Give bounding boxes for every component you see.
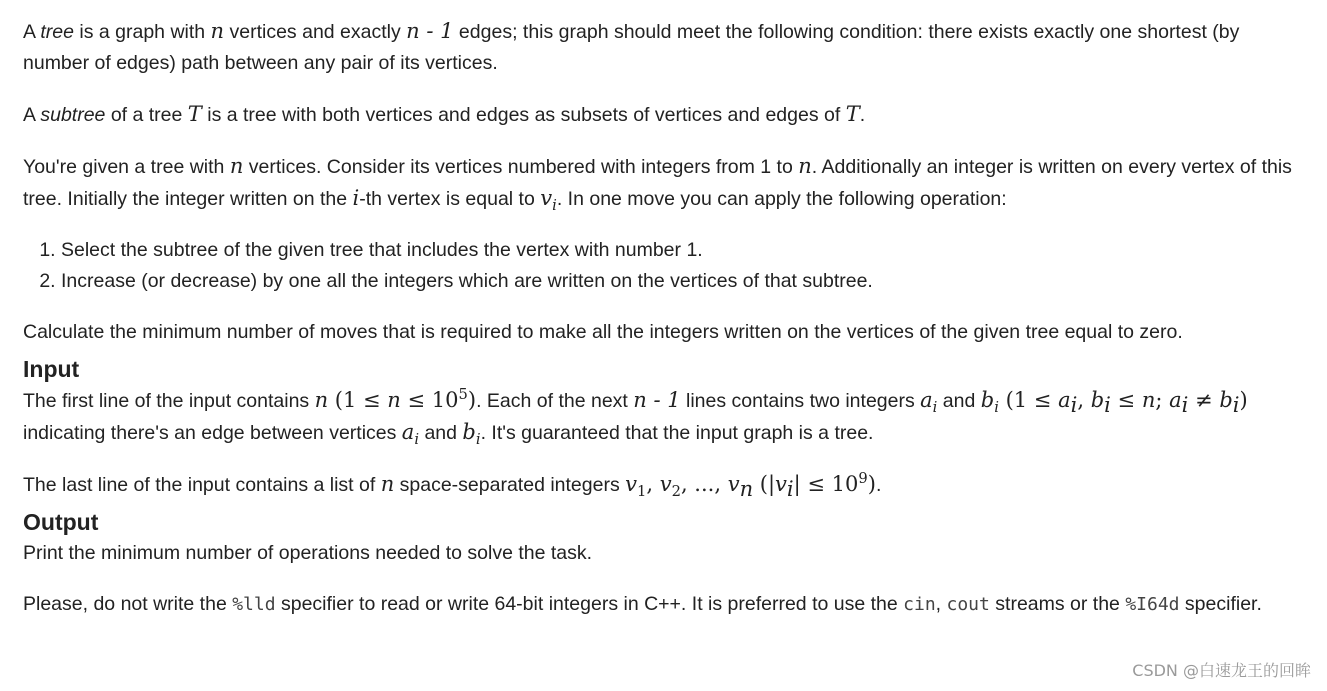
text: . It's guaranteed that the input graph is a tree. bbox=[480, 422, 874, 444]
math-subscript: n bbox=[739, 477, 754, 502]
math-a: a bbox=[1169, 388, 1182, 412]
code-cout: cout bbox=[946, 594, 990, 615]
math-i: i bbox=[352, 186, 360, 210]
text: . bbox=[875, 474, 882, 496]
math-text: ≤ bbox=[1110, 388, 1142, 412]
math-b: b bbox=[1090, 388, 1105, 412]
text: -th vertex is equal to bbox=[359, 188, 541, 210]
text: of a tree bbox=[105, 104, 188, 126]
text: vertices and exactly bbox=[224, 21, 407, 43]
text: A bbox=[23, 104, 41, 126]
math-text: | ≤ 10 bbox=[793, 472, 859, 496]
math-b-i bbox=[462, 420, 481, 449]
output-paragraph: Print the minimum number of operations needed to solve the task. bbox=[23, 542, 593, 564]
math-n: n bbox=[229, 154, 244, 178]
text: Please, do not write the bbox=[23, 593, 233, 615]
math-constraint-ab bbox=[998, 388, 1248, 418]
text: specifier to read or write 64-bit integers in C++. It is preferred to use the bbox=[275, 593, 904, 615]
text: streams or the bbox=[989, 593, 1126, 615]
math-a: a bbox=[920, 388, 933, 412]
math-v: v bbox=[659, 472, 672, 496]
math-text: (1 ≤ bbox=[998, 388, 1059, 412]
text: You're given a tree with bbox=[23, 156, 230, 178]
math-v: v bbox=[775, 472, 787, 496]
text: , bbox=[935, 593, 947, 615]
text: . Each of the next bbox=[476, 390, 634, 412]
math-b: b bbox=[1219, 388, 1233, 412]
math-b-i bbox=[980, 388, 999, 417]
text: space-separated integers bbox=[394, 474, 626, 496]
math-subscript: i bbox=[786, 477, 794, 502]
output-section-title: Output bbox=[23, 509, 99, 535]
code-cin: cin bbox=[903, 594, 936, 615]
list-item: 1. Select the subtree of the given tree that includes the vertex with number 1. bbox=[61, 235, 1308, 266]
statement-paragraph-subtree-definition bbox=[23, 99, 1308, 131]
math-subscript: i bbox=[1181, 393, 1189, 418]
math-superscript: 5 bbox=[458, 386, 468, 403]
math-a-i bbox=[401, 420, 420, 449]
text: . bbox=[859, 104, 866, 126]
text: . In one move you can apply the following operation: bbox=[556, 188, 1007, 210]
math-subscript: i bbox=[1104, 393, 1111, 418]
problem-statement bbox=[23, 16, 1308, 620]
code-lld: %lld bbox=[232, 594, 276, 615]
math-T: T bbox=[845, 102, 860, 126]
math-v-i bbox=[540, 186, 557, 215]
text: . Additionally an integer is written on every vertex of this tree. Initially the integer written on the bbox=[23, 156, 1292, 210]
math-text: , ..., bbox=[680, 472, 728, 496]
text: lines contains two integers bbox=[680, 390, 921, 412]
math-n: n bbox=[380, 472, 395, 496]
math-superscript: 9 bbox=[858, 470, 868, 487]
statement-paragraph-tree-definition bbox=[23, 16, 1308, 79]
operation-list bbox=[23, 235, 1308, 297]
math-n: n bbox=[387, 388, 401, 412]
text: The first line of the input contains bbox=[23, 390, 315, 412]
math-subscript: 1 bbox=[637, 483, 647, 501]
math-subscript: i bbox=[932, 399, 938, 417]
math-values-list bbox=[625, 470, 876, 502]
math-subscript: i bbox=[1070, 393, 1078, 418]
text: and bbox=[419, 422, 463, 444]
math-v: v bbox=[625, 472, 637, 496]
math-subscript: i bbox=[994, 399, 999, 417]
code-i64d: %I64d bbox=[1125, 594, 1180, 615]
math-constraint-n bbox=[328, 388, 476, 412]
math-n: n bbox=[314, 388, 329, 412]
input-section-title: Input bbox=[23, 356, 80, 382]
input-paragraph-values bbox=[23, 469, 1308, 501]
text: and bbox=[937, 390, 981, 412]
text: A bbox=[23, 21, 41, 43]
math-text: ; bbox=[1155, 388, 1170, 412]
math-text: ) bbox=[867, 472, 876, 496]
math-a-i bbox=[920, 388, 938, 417]
math-text: , bbox=[1077, 388, 1091, 412]
math-n: n bbox=[1141, 388, 1156, 412]
math-subscript: i bbox=[552, 197, 557, 215]
math-text: (| bbox=[753, 472, 776, 496]
math-n-minus-1: n - 1 bbox=[633, 388, 681, 412]
math-a: a bbox=[401, 420, 415, 444]
text: The last line of the input contains a list of bbox=[23, 474, 381, 496]
statement-paragraph-task: Calculate the minimum number of moves that is required to make all the integers written on the vertices of the given tree equal to zero. bbox=[23, 321, 1183, 343]
math-text: ≤ 10 bbox=[400, 388, 459, 412]
math-n-minus-1: n - 1 bbox=[406, 19, 454, 43]
math-n: n bbox=[210, 19, 225, 43]
math-text: ) bbox=[1239, 388, 1248, 412]
math-n: n bbox=[798, 154, 812, 178]
text: specifier. bbox=[1179, 593, 1262, 615]
text: indicating there's an edge between vertices bbox=[23, 422, 402, 444]
math-b: b bbox=[462, 420, 476, 444]
csdn-watermark: CSDN @白速龙王的回眸 bbox=[1132, 661, 1311, 680]
text: is a tree with both vertices and edges as subsets of vertices and edges of bbox=[201, 104, 846, 126]
math-text: ) bbox=[467, 388, 477, 412]
math-T: T bbox=[187, 102, 202, 126]
statement-paragraph-given-tree bbox=[23, 151, 1308, 215]
list-item: 2. Increase (or decrease) by one all the integers which are written on the vertices of that subtree. bbox=[61, 266, 1308, 297]
math-text: ≠ bbox=[1188, 388, 1220, 412]
math-b: b bbox=[980, 388, 995, 412]
term-tree: tree bbox=[40, 21, 74, 43]
math-subscript: i bbox=[414, 431, 420, 449]
text: is a graph with bbox=[73, 21, 211, 43]
math-a: a bbox=[1058, 388, 1071, 412]
math-subscript: 2 bbox=[671, 483, 681, 501]
input-paragraph-edges bbox=[23, 385, 1308, 449]
text: vertices. Consider its vertices numbered with integers from 1 to bbox=[243, 156, 799, 178]
term-subtree: subtree bbox=[40, 104, 106, 126]
math-v: v bbox=[727, 472, 740, 496]
math-subscript: i bbox=[475, 431, 481, 449]
math-subscript: i bbox=[1232, 393, 1240, 418]
math-text: , bbox=[646, 472, 660, 496]
text: edges; this graph should meet the following condition: there exists exactly one shortest (by number of edges) path between any pair of its vertices. bbox=[23, 21, 1240, 74]
output-note-paragraph bbox=[23, 589, 1308, 620]
math-text: (1 ≤ bbox=[328, 388, 388, 412]
math-v: v bbox=[540, 186, 553, 210]
